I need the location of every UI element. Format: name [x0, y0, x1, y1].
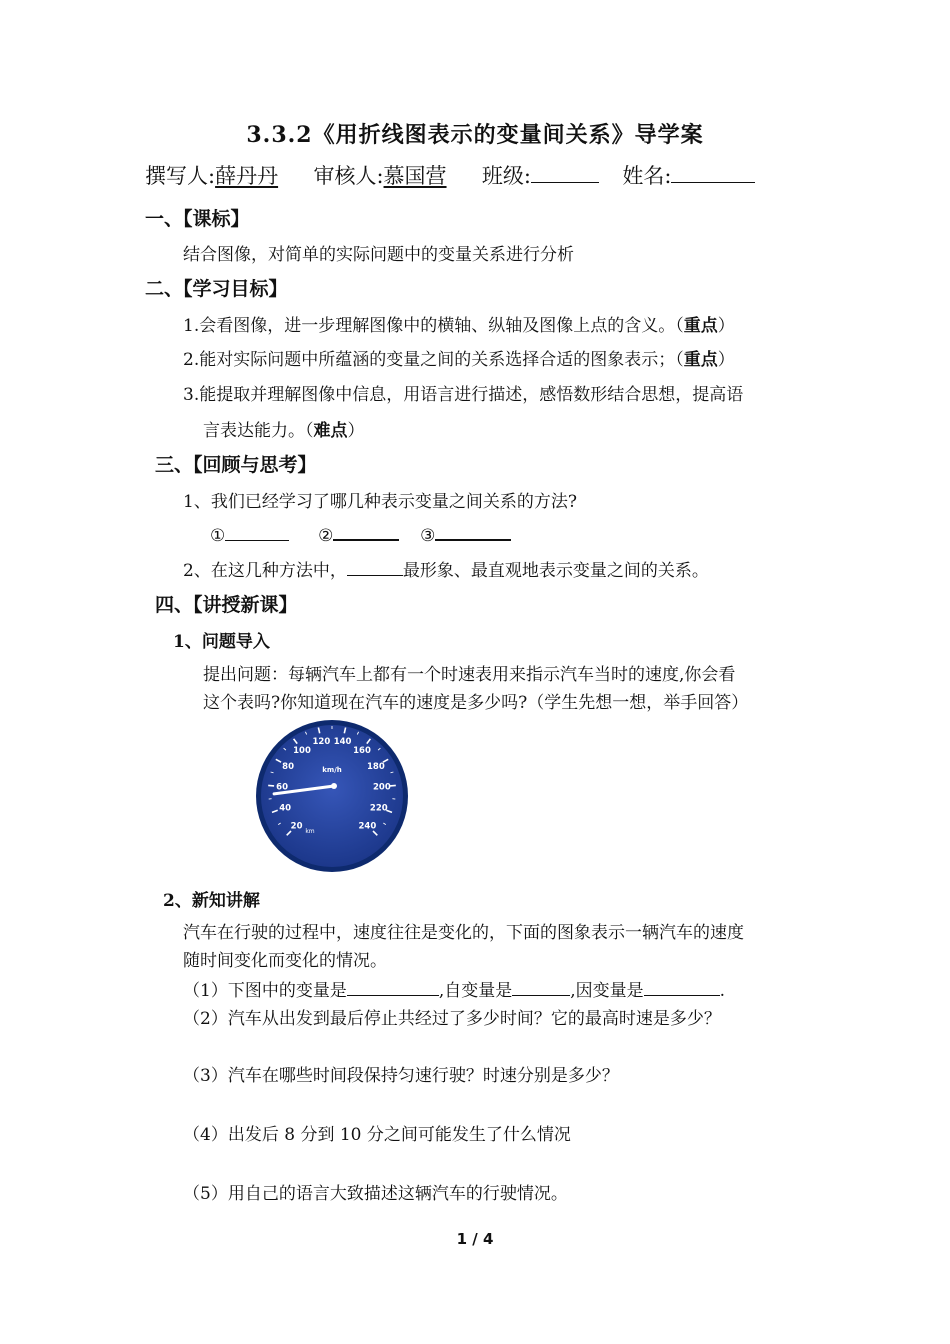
gauge-label: 60 [276, 782, 289, 793]
section-heading-goals: 二、【学习目标】 [145, 278, 288, 300]
goal-item-3: 3.能提取并理解图像中信息，用语言进行描述，感悟数形结合思想，提高语 [183, 385, 744, 405]
gauge-label: 240 [358, 821, 377, 832]
gauge-label: 20 [290, 821, 303, 832]
knowledge-line-1: 汽车在行驶的过程中，速度往往是变化的，下面的图象表示一辆汽车的速度 [183, 923, 744, 943]
review-answers: ① ② ③ [210, 521, 511, 546]
review-question-2: 2、在这几种方法中， 最形象、最直观地表示变量之间的关系。 [183, 556, 709, 581]
gauge-label: 100 [293, 746, 311, 756]
section-heading-standard: 一、【课标】 [145, 208, 250, 230]
difficulty-tag: 难点 [313, 421, 348, 441]
author-label: 撰写人: [145, 164, 216, 188]
reviewer-name: 慕国营 [383, 164, 447, 188]
intro-line-1: 提出问题：每辆汽车上都有一个时速表用来指示汽车当时的速度,你会看 [203, 665, 736, 685]
class-label: 班级: [481, 164, 531, 188]
gauge-label: 40 [279, 803, 292, 814]
review-question-1: 1、我们已经学习了哪几种表示变量之间关系的方法? [183, 492, 577, 512]
class-blank[interactable] [531, 164, 599, 183]
gauge-label: 200 [373, 782, 391, 793]
section-heading-review: 三、【回顾与思考】 [155, 454, 317, 476]
gauge-unit: km/h [322, 766, 342, 774]
gauge-tick [390, 785, 396, 786]
subheading-new-knowledge: 2、新知讲解 [163, 891, 260, 911]
gauge-tick [268, 785, 274, 786]
gauge-label: 180 [367, 762, 385, 772]
gauge-label: 160 [353, 746, 371, 756]
gauge-label: 220 [369, 803, 388, 814]
page-title: 3.3.2《用折线图表示的变量间关系》导学案 [246, 122, 704, 148]
answer-blank-independent[interactable] [512, 977, 570, 996]
document-meta [145, 160, 755, 190]
goal-item-1: 1.会看图像，进一步理解图像中的横轴、纵轴及图像上点的含义。（重点） [183, 316, 735, 336]
intro-line-2: 这个表吗?你知道现在汽车的速度是多少吗?（学生先想一想，举手回答） [203, 693, 749, 713]
gauge-unit-2: km [305, 828, 315, 835]
answer-blank-2[interactable] [333, 521, 399, 541]
name-blank[interactable] [671, 164, 755, 183]
standard-text: 结合图像，对简单的实际问题中的变量关系进行分析 [183, 245, 574, 265]
question-2: （2）汽车从出发到最后停止共经过了多少时间？它的最高时速是多少？ [183, 1009, 721, 1029]
reviewer-label: 审核人: [313, 164, 384, 188]
question-4: （4）出发后 8 分到 10 分之间可能发生了什么情况 [183, 1125, 571, 1145]
goal-item-3-continued: 言表达能力。（难点） [203, 421, 365, 441]
subheading-intro: 1、问题导入 [173, 632, 270, 652]
speedometer-image [254, 720, 410, 872]
gauge-label: 140 [333, 737, 352, 748]
answer-blank-4[interactable] [347, 557, 403, 576]
goal-item-2: 2.能对实际问题中所蕴涵的变量之间的关系选择合适的图象表示；（重点） [183, 350, 735, 370]
knowledge-line-2: 随时间变化而变化的情况。 [183, 951, 387, 971]
answer-blank-variables[interactable] [347, 977, 439, 996]
answer-blank-dependent[interactable] [644, 977, 720, 996]
author-name: 薛丹丹 [215, 164, 279, 188]
question-3: （3）汽车在哪些时间段保持匀速行驶？时速分别是多少？ [183, 1066, 619, 1086]
key-point-tag: 重点 [683, 316, 718, 336]
question-1: （1）下图中的变量是 ,自变量是 ,因变量是 . [183, 976, 725, 1001]
gauge-label: 120 [312, 737, 331, 748]
answer-blank-3[interactable] [435, 521, 511, 541]
name-label: 姓名: [622, 164, 672, 188]
answer-blank-1[interactable] [225, 522, 289, 541]
gauge-face [261, 725, 403, 867]
page-number: 1 / 4 [456, 1230, 494, 1248]
gauge-hub [331, 783, 337, 789]
section-heading-new-lesson: 四、【讲授新课】 [155, 594, 298, 616]
question-5: （5）用自己的语言大致描述这辆汽车的行驶情况。 [183, 1184, 568, 1204]
key-point-tag: 重点 [683, 350, 718, 370]
gauge-label: 80 [282, 762, 295, 772]
